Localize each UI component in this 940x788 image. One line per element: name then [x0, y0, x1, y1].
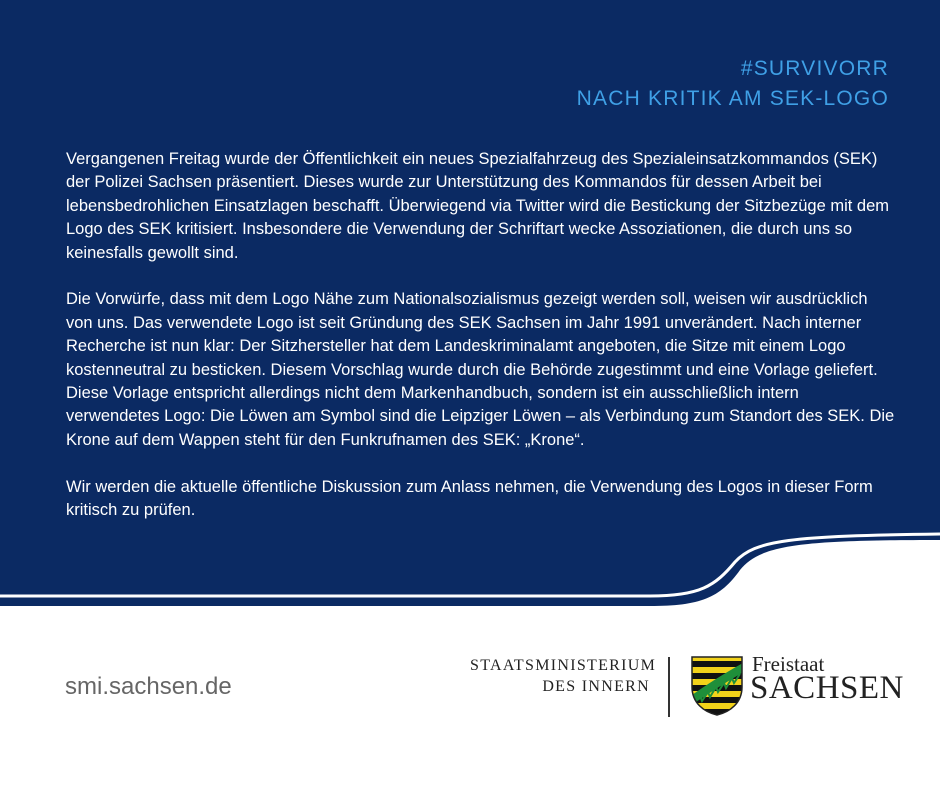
headline-title: NACH KRITIK AM SEK-LOGO [576, 87, 889, 110]
state-name-line-1: Freistaat [752, 652, 825, 676]
hashtag: #SURVIVORR [740, 57, 889, 80]
headline [577, 54, 889, 114]
website-url[interactable]: smi.sachsen.de [65, 673, 232, 700]
statement-text [66, 148, 896, 546]
logo-divider [668, 657, 670, 717]
paragraph: Wir werden die aktuelle öffentliche Diskussion zum Anlass nehmen, die Verwendung des Logos in dieser Form kritisch zu prüfen. [66, 477, 873, 520]
ministry-line-1: STAATSMINISTERIUM [470, 657, 657, 674]
ministry-line-2: DES INNERN [542, 678, 650, 695]
saxony-crest-icon [690, 655, 744, 717]
paragraph: Vergangenen Freitag wurde der Öffentlichkeit ein neues Spezialfahrzeug des Spezialeinsatzkommandos (SEK) der Polizei Sachsen präsentiert. Dieses wurde zur Unterstützung des Kommandos für dessen Arbeit bei lebensbedrohlichen Einsatzlagen beschafft. Überwiegend via Twitter wird die Bestickung der Sitzbezüge mit dem Logo des SEK kritisiert. Insbesondere die Verwendung der Schriftart wecke Assoziationen, die durch uns so keinesfalls gewollt sind. [66, 150, 890, 262]
paragraph: Die Vorwürfe, dass mit dem Logo Nähe zum Nationalsozialismus gezeigt werden soll, weisen wir ausdrücklich von uns. Das verwendete Logo ist seit Gründung des SEK Sachsen im Jahr 1991 unverändert. Nach interner Recherche ist nun klar: Der Sitzhersteller hat dem Landeskriminalamt angeboten, die Sitze mit einem Logo kostenneutral zu besticken. Diesem Vorschlag wurde durch die Behörde zugestimmt und eine Vorlage geliefert. Diese Vorlage entspricht allerdings nicht dem Markenhandbuch, sondern ist ein ausschließlich intern verwendetes Logo: Die Löwen am Symbol sind die Leipziger Löwen – als Verbindung zum Standort des SEK. Die Krone auf dem Wappen steht für den Funkrufnamen des SEK: „Krone“. [66, 290, 895, 449]
state-name-line-2: SACHSEN [750, 670, 904, 706]
ministry-name [470, 655, 657, 697]
